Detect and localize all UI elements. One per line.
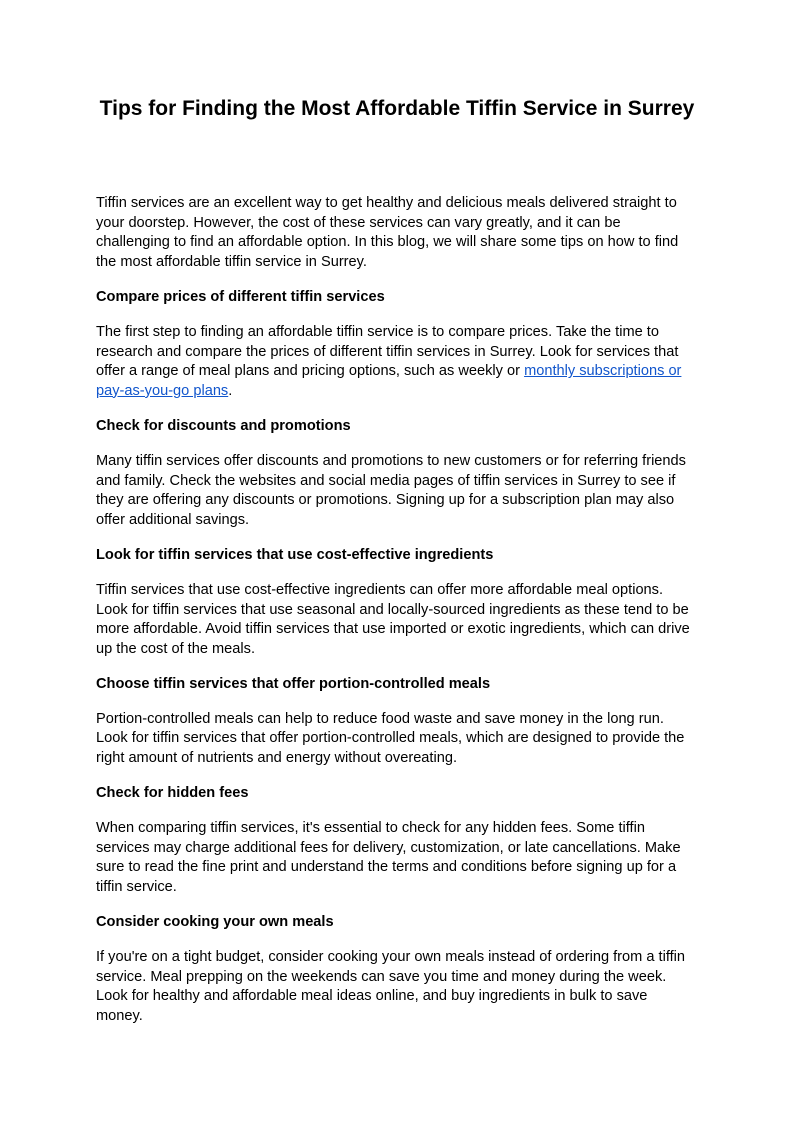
section-heading-cooking: Consider cooking your own meals bbox=[96, 914, 334, 931]
monthly-subscriptions-link[interactable]: monthly subscriptions or pay-as-you-go plans bbox=[96, 363, 682, 399]
section-body-portion-control: Portion-controlled meals can help to reduce food waste and save money in the long run. Look for tiffin services that offer portion-controlled meals, which are designed to provide the right amount of nutrients and energy without overeating. bbox=[96, 710, 685, 767]
section-body-ingredients: Tiffin services that use cost-effective ingredients can offer more affordable meal options. Look for tiffin services that use seasonal and locally-sourced ingredients as these tend to be more affordable. Avoid tiffin services that use imported or exotic ingredients, which can drive up the cost of the meals. bbox=[96, 581, 690, 657]
section-heading-compare-prices: Compare prices of different tiffin services bbox=[96, 288, 385, 305]
section-heading-discounts: Check for discounts and promotions bbox=[96, 417, 351, 434]
section-body-compare-prices bbox=[96, 323, 698, 401]
section-body-cooking: If you're on a tight budget, consider cooking your own meals instead of ordering from a tiffin service. Meal prepping on the weekends can save you time and money during the week. Look for healthy and affordable meal ideas online, and buy ingredients in bulk to save money. bbox=[96, 949, 686, 1024]
section-body-discounts: Many tiffin services offer discounts and promotions to new customers or for referring friends and family. Check the websites and social media pages of tiffin services in Surrey to see if they are offering any discounts or promotions. Signing up for a subscription plan may also offer additional savings. bbox=[96, 452, 686, 528]
compare-prices-text: The first step to finding an affordable tiffin service is to compare prices. Take the time to research and compare the prices of different tiffin services in Surrey. Look for services that offer a range of meal plans and pricing options, such as weekly or bbox=[96, 323, 679, 380]
section-heading-ingredients: Look for tiffin services that use cost-effective ingredients bbox=[96, 546, 494, 563]
section-heading-hidden-fees: Check for hidden fees bbox=[96, 785, 249, 802]
article-body bbox=[96, 194, 698, 1042]
intro-paragraph: Tiffin services are an excellent way to get healthy and delicious meals delivered straight to your doorstep. However, the cost of these services can vary greatly, and it can be challenging to find an affordable option. In this blog, we will share some tips on how to find the most affordable tiffin service in Surrey. bbox=[96, 195, 679, 270]
section-heading-portion-control: Choose tiffin services that offer portion-controlled meals bbox=[96, 675, 491, 692]
page-title: Tips for Finding the Most Affordable Tiffin Service in Surrey bbox=[99, 97, 695, 120]
section-body-hidden-fees: When comparing tiffin services, it's essential to check for any hidden fees. Some tiffin services may charge additional fees for delivery, customization, or late cancellations. Make sure to read the fine print and understand the terms and conditions before signing up for a tiffin service. bbox=[96, 820, 681, 896]
compare-prices-text-end: . bbox=[228, 382, 233, 399]
